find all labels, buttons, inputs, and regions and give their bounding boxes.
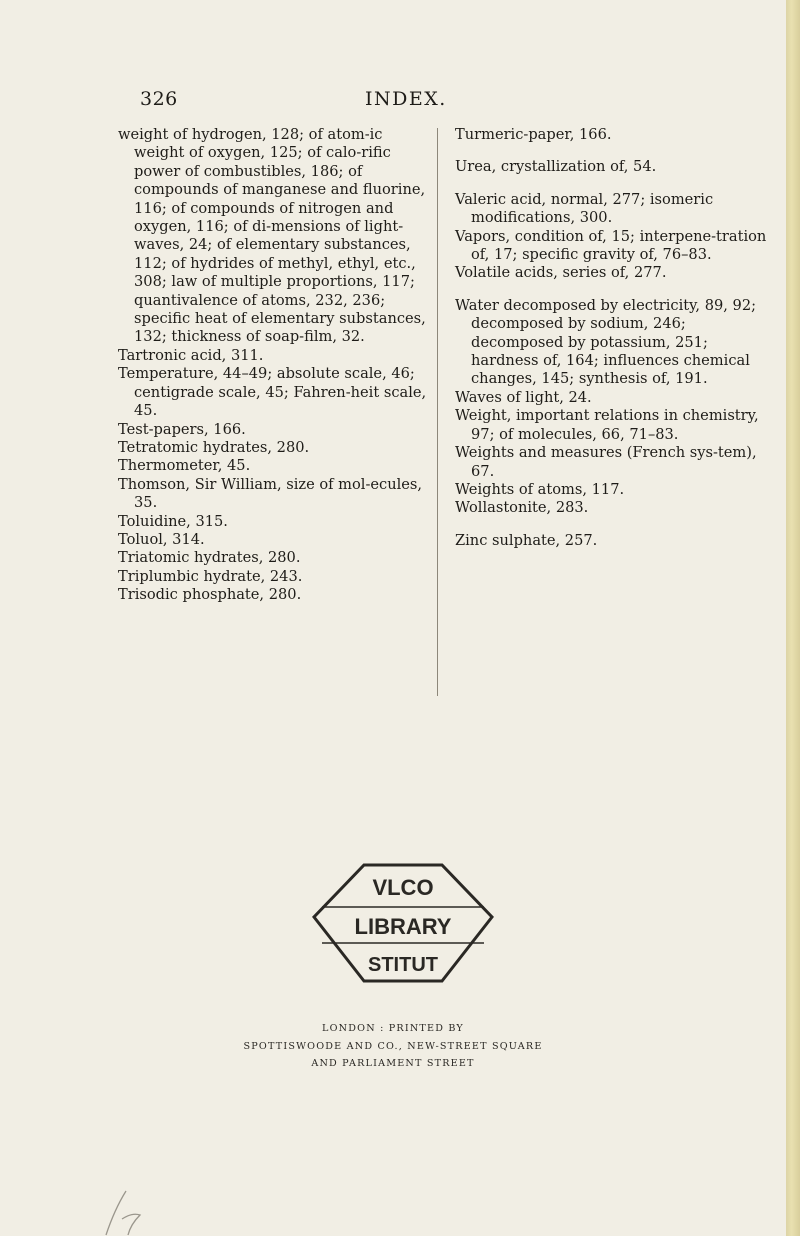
index-entry: Volatile acids, series of, 277. <box>455 264 667 282</box>
library-stamp <box>308 857 498 989</box>
pencil-mark <box>104 1185 144 1236</box>
index-entry: Toluol, 314. <box>118 530 205 548</box>
index-entry: Turmeric-paper, 166. <box>455 126 612 143</box>
index-column-left <box>118 126 430 605</box>
index-column-right <box>455 126 775 550</box>
page-number: 326 <box>140 88 178 110</box>
index-entry: Thermometer, 45. <box>118 457 251 475</box>
index-entry: Valeric acid, normal, 277; isomeric modifications, 300. <box>455 190 714 227</box>
index-entry: Tetratomic hydrates, 280. <box>118 438 310 456</box>
index-entry: Vapors, condition of, 15; interpene-tration of, 17; specific gravity of, 76–83. <box>455 227 767 264</box>
page-edge <box>786 0 800 1236</box>
stamp-center-text: LIBRARY <box>354 914 452 939</box>
index-entry: Temperature, 44–49; absolute scale, 46; centigrade scale, 45; Fahren-heit scale, 45. <box>118 365 427 420</box>
index-entry: Triplumbic hydrate, 243. <box>118 567 303 585</box>
index-entry: Test-papers, 166. <box>118 420 246 438</box>
stamp-bottom-text: STITUT <box>368 954 438 976</box>
index-entry: Water decomposed by electricity, 89, 92; decomposed by sodium, 246; decomposed by potassium, 251; hardness of, 164; influences chemical changes, 145; synthesis of, 191. <box>455 296 757 388</box>
stamp-top-text: VLCO <box>372 875 434 900</box>
index-entry: Trisodic phosphate, 280. <box>118 586 302 604</box>
index-entry: Weights and measures (French sys-tem), 67. <box>455 444 757 480</box>
imprint-line-1: LONDON : PRINTED BY <box>322 1023 464 1034</box>
index-entry: Toluidine, 315. <box>118 512 228 530</box>
index-entry: weight of hydrogen, 128; of atom-ic weight of oxygen, 125; of calo-rific power of combustibles, 186; of compounds of manganese and fluorine, 116; of compounds of nitrogen and oxygen, 116; of di-mensions of light-waves, 24; of elementary substances, 112; of hydrides of methyl, ethyl, etc., 308; law of multiple proportions, 117; quantivalence of atoms, 232, 236; specific heat of elementary substances, 132; thickness of soap-film, 32. <box>118 126 426 346</box>
index-entry: Zinc sulphate, 257. <box>455 531 598 549</box>
index-entry: Tartronic acid, 311. <box>118 346 264 364</box>
page-title: INDEX. <box>365 88 447 110</box>
index-entry: Waves of light, 24. <box>455 388 592 406</box>
index-entry: Urea, crystallization of, 54. <box>455 158 657 176</box>
imprint-line-2: SPOTTISWOODE AND CO., NEW-STREET SQUARE <box>243 1041 543 1052</box>
column-divider <box>437 128 438 696</box>
page-header <box>0 88 786 114</box>
index-entry: Weights of atoms, 117. <box>455 480 625 498</box>
index-entry: Triatomic hydrates, 280. <box>118 549 301 567</box>
index-entry: Weight, important relations in chemistry, 97; of molecules, 66, 71–83. <box>455 407 759 443</box>
index-entry: Thomson, Sir William, size of mol-ecules, 35. <box>118 475 423 512</box>
imprint-line-3: AND PARLIAMENT STREET <box>311 1058 475 1069</box>
index-entry: Wollastonite, 283. <box>455 499 589 517</box>
